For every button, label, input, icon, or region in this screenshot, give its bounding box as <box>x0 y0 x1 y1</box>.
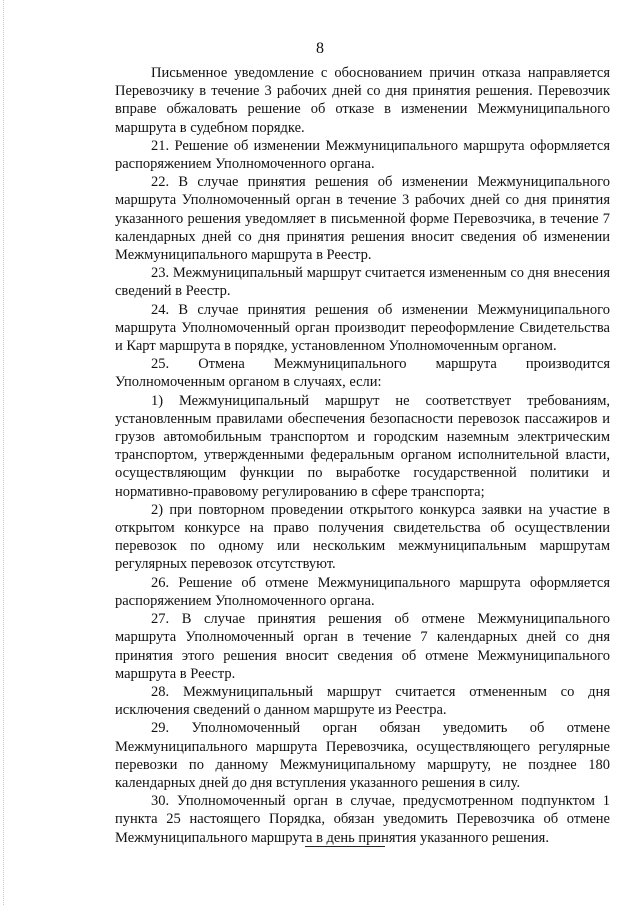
paragraph-refusal-notice: Письменное уведомление с обоснованием причин отказа направляется Перевозчику в течение 3 рабочих дней со дня принятия решения. Перевозчик вправе обжаловать решение об отказе в изменении Межмуниципального маршрута в судебном порядке. <box>115 65 610 136</box>
paragraph-23: 23. Межмуниципальный маршрут считается измененным со дня внесения сведений в Реестр. <box>115 265 610 300</box>
paragraph-24: 24. В случае принятия решения об изменении Межмуниципального маршрута Уполномоченный орган производит переоформление Свидетельства и Карт маршрута в порядке, установленном Уполномоченным органом. <box>115 301 610 355</box>
document-body <box>115 64 610 847</box>
paragraph-21: 21. Решение об изменении Межмуниципального маршрута оформляется распоряжением Уполномоченного органа. <box>115 137 610 173</box>
paragraph-30: 30. Уполномоченный орган в случае, предусмотренном подпунктом 1 пункта 25 настоящего Порядка, обязан уведомить Перевозчика об отмене Межмуниципального маршрута в день принятия указанного решения. <box>115 793 610 846</box>
end-divider-line <box>305 846 385 847</box>
paragraph-29: 29. Уполномоченный орган обязан уведомить об отмене Межмуниципального маршрута Перевозчика, осуществляющего регулярные перевозки по данному Межмуниципальному маршруту, не позднее 180 календарных дней до дня вступления указанного решения в силу. <box>115 720 610 791</box>
paragraph-26: 26. Решение об отмене Межмуниципального маршрута оформляется распоряжением Уполномоченного органа. <box>115 574 610 609</box>
paragraph-27: 27. В случае принятия решения об отмене Межмуниципального маршрута Уполномоченный орган в течение 7 календарных дней со дня принятия этого решения вносит сведения об отмене Межмуниципального маршрута в Реестр. <box>115 611 610 682</box>
page-number: 8 <box>316 40 324 57</box>
paragraph-25-item-2: 2) при повторном проведении открытого конкурса заявки на участие в открытом конкурсе на право получения свидетельства об осуществлении перевозок по одному или нескольким межмуниципальным маршрутам регулярных перевозок отсутствуют. <box>115 501 610 573</box>
scan-margin-dots <box>3 0 6 905</box>
paragraph-22: 22. В случае принятия решения об изменении Межмуниципального маршрута Уполномоченный орган в течение 3 рабочих дней со дня принятия указанного решения уведомляет в письменной форме Перевозчика, в течение 7 календарных дней со дня принятия решения вносит сведения об изменении Межмуниципального маршрута в Реестр. <box>115 174 610 264</box>
paragraph-25-item-1: 1) Межмуниципальный маршрут не соответствует требованиям, установленным правилами обеспечения безопасности перевозок пассажиров и грузов автомобильным транспортом и городским наземным электрическим транспортом, утвержденными федеральным органом исполнительной власти, осуществляющим функции по выработке государственной политики и нормативно-правовому регулированию в сфере транспорта; <box>115 392 610 500</box>
paragraph-28: 28. Межмуниципальный маршрут считается отмененным со дня исключения сведений о данном маршруте из Реестра. <box>115 683 610 719</box>
paragraph-25: 25. Отмена Межмуниципального маршрута производится Уполномоченным органом в случаях, если: <box>115 356 610 391</box>
